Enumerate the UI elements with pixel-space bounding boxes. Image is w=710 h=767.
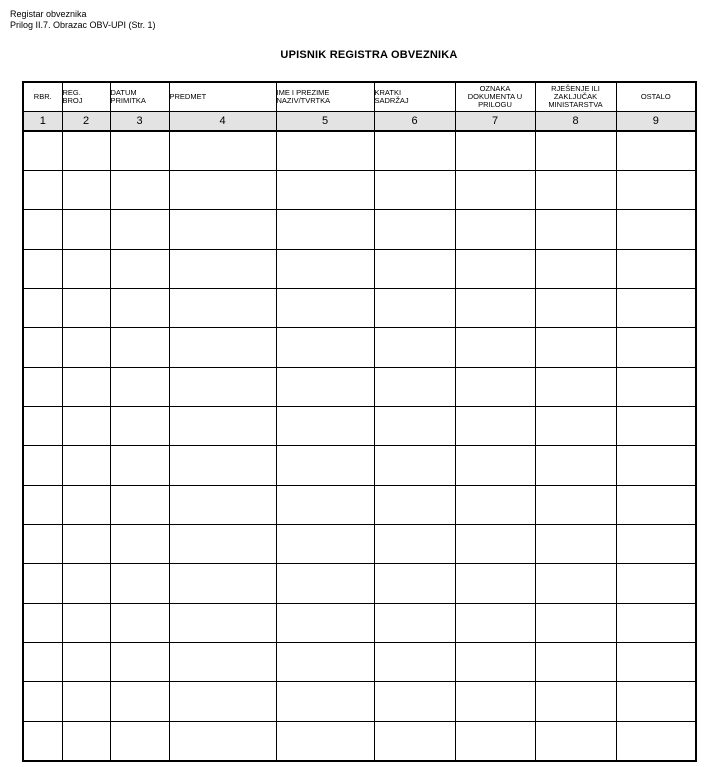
table-cell[interactable] [535,485,616,524]
table-cell[interactable] [374,328,455,367]
table-cell[interactable] [169,367,276,406]
column-number: 4 [169,111,276,130]
table-cell[interactable] [169,406,276,445]
table-cell[interactable] [110,682,169,721]
table-cell[interactable] [110,367,169,406]
column-number: 1 [23,111,62,130]
table-cell[interactable] [535,524,616,563]
table-cell[interactable] [23,446,62,485]
table-cell[interactable] [616,249,696,288]
table-cell[interactable] [23,328,62,367]
table-cell[interactable] [455,249,535,288]
table-cell[interactable] [62,446,110,485]
table-cell[interactable] [535,210,616,249]
table-cell[interactable] [62,721,110,761]
table-row [23,210,696,249]
table-cell[interactable] [374,210,455,249]
table-cell[interactable] [374,446,455,485]
table-cell[interactable] [616,170,696,209]
table-row [23,603,696,642]
table-cell[interactable] [23,210,62,249]
column-number: 9 [616,111,696,130]
table-row [23,288,696,327]
table-cell[interactable] [374,367,455,406]
table-row [23,682,696,721]
register-table [22,81,697,762]
header-register-name: Registar obveznika [10,9,87,19]
table-cell[interactable] [535,682,616,721]
table-cell[interactable] [276,131,374,171]
table-cell[interactable] [276,721,374,761]
table-cell[interactable] [23,485,62,524]
table-cell[interactable] [276,682,374,721]
table-row [23,249,696,288]
table-cell[interactable] [535,603,616,642]
table-cell[interactable] [62,367,110,406]
table-cell[interactable] [23,170,62,209]
column-number-row [23,111,696,130]
table-cell[interactable] [62,210,110,249]
table-cell[interactable] [110,564,169,603]
table-cell[interactable] [616,367,696,406]
table-cell[interactable] [616,131,696,171]
table-cell[interactable] [455,131,535,171]
table-cell[interactable] [535,721,616,761]
table-cell[interactable] [110,721,169,761]
table-cell[interactable] [535,446,616,485]
table-cell[interactable] [62,249,110,288]
table-cell[interactable] [374,131,455,171]
table-cell[interactable] [110,406,169,445]
table-row [23,564,696,603]
column-number: 8 [535,111,616,130]
table-cell[interactable] [169,131,276,171]
table-cell[interactable] [62,524,110,563]
table-cell[interactable] [62,406,110,445]
table-cell[interactable] [23,288,62,327]
table-cell[interactable] [23,367,62,406]
table-cell[interactable] [23,524,62,563]
table-cell[interactable] [455,446,535,485]
table-cell[interactable] [110,170,169,209]
table-cell[interactable] [110,524,169,563]
table-cell[interactable] [535,249,616,288]
table-row [23,642,696,681]
table-cell[interactable] [455,721,535,761]
table-cell[interactable] [455,328,535,367]
table-cell[interactable] [455,367,535,406]
table-cell[interactable] [23,249,62,288]
table-cell[interactable] [169,642,276,681]
table-cell[interactable] [455,642,535,681]
table-cell[interactable] [23,131,62,171]
table-cell[interactable] [169,249,276,288]
table-cell[interactable] [23,564,62,603]
table-cell[interactable] [455,524,535,563]
table-cell[interactable] [62,564,110,603]
table-cell[interactable] [616,485,696,524]
table-row [23,721,696,761]
column-header-ostalo: OSTALO [616,82,696,111]
table-cell[interactable] [616,446,696,485]
table-cell[interactable] [535,367,616,406]
table-cell[interactable] [276,288,374,327]
table-cell[interactable] [616,642,696,681]
column-header-ime-prezime: IME I PREZIME NAZIV/TVRTKA [276,82,374,111]
table-cell[interactable] [276,603,374,642]
table-cell[interactable] [169,721,276,761]
table-row [23,328,696,367]
column-header-rjesenje: RJEŠENJE ILI ZAKLJUČAK MINISTARSTVA [535,82,616,111]
table-cell[interactable] [455,603,535,642]
table-cell[interactable] [616,721,696,761]
column-number: 2 [62,111,110,130]
table-cell[interactable] [169,564,276,603]
table-cell[interactable] [169,288,276,327]
table-cell[interactable] [276,328,374,367]
table-cell[interactable] [535,131,616,171]
table-cell[interactable] [110,328,169,367]
table-cell[interactable] [62,131,110,171]
table-cell[interactable] [276,367,374,406]
table-cell[interactable] [616,288,696,327]
table-cell[interactable] [169,328,276,367]
column-header-reg-broj: REG. BROJ [62,82,110,111]
column-header-oznaka-dokumenta: OZNAKA DOKUMENTA U PRILOGU [455,82,535,111]
table-cell[interactable] [110,131,169,171]
table-cell[interactable] [535,170,616,209]
table-cell[interactable] [616,524,696,563]
table-cell[interactable] [276,406,374,445]
table-cell[interactable] [455,210,535,249]
page-title: UPISNIK REGISTRA OBVEZNIKA [280,49,458,61]
table-cell[interactable] [110,642,169,681]
table-cell[interactable] [169,210,276,249]
table-cell[interactable] [374,642,455,681]
table-cell[interactable] [455,288,535,327]
table-cell[interactable] [276,642,374,681]
table-cell[interactable] [23,603,62,642]
table-cell[interactable] [616,406,696,445]
table-cell[interactable] [110,603,169,642]
column-number: 3 [110,111,169,130]
column-header-datum-primitka: DATUM PRIMITKA [110,82,169,111]
table-cell[interactable] [535,642,616,681]
table-cell[interactable] [374,485,455,524]
column-header-predmet: PREDMET [169,82,276,111]
column-header-rbr: RBR. [23,82,62,111]
table-cell[interactable] [374,603,455,642]
column-number: 7 [455,111,535,130]
table-cell[interactable] [616,210,696,249]
table-cell[interactable] [23,682,62,721]
table-cell[interactable] [169,603,276,642]
table-cell[interactable] [374,249,455,288]
table-cell[interactable] [455,682,535,721]
table-cell[interactable] [169,524,276,563]
table-cell[interactable] [110,249,169,288]
table-cell[interactable] [374,721,455,761]
table-cell[interactable] [62,682,110,721]
table-body [23,131,696,761]
table-cell[interactable] [62,170,110,209]
table-cell[interactable] [374,682,455,721]
table-row [23,406,696,445]
table-cell[interactable] [23,721,62,761]
table-cell[interactable] [62,328,110,367]
table-cell[interactable] [276,564,374,603]
table-row [23,131,696,171]
table-cell[interactable] [374,564,455,603]
table-cell[interactable] [62,603,110,642]
table-cell[interactable] [455,485,535,524]
table-cell[interactable] [276,170,374,209]
table-cell[interactable] [110,288,169,327]
table-cell[interactable] [616,603,696,642]
table-cell[interactable] [110,485,169,524]
column-number: 6 [374,111,455,130]
table-cell[interactable] [374,406,455,445]
table-cell[interactable] [169,682,276,721]
table-row [23,367,696,406]
table-cell[interactable] [455,170,535,209]
table-cell[interactable] [62,288,110,327]
table-cell[interactable] [276,446,374,485]
table-cell[interactable] [616,328,696,367]
table-cell[interactable] [616,564,696,603]
table-cell[interactable] [455,406,535,445]
table-cell[interactable] [23,642,62,681]
table-cell[interactable] [62,642,110,681]
table-cell[interactable] [276,524,374,563]
table-row [23,524,696,563]
header-form-reference: Prilog II.7. Obrazac OBV-UPI (Str. 1) [10,20,156,30]
table-cell[interactable] [535,288,616,327]
table-cell[interactable] [169,170,276,209]
table-cell[interactable] [374,170,455,209]
table-cell[interactable] [616,682,696,721]
table-cell[interactable] [535,406,616,445]
table-header-row [23,82,696,111]
table-cell[interactable] [276,485,374,524]
table-cell[interactable] [535,564,616,603]
column-header-kratki-sadrzaj: KRATKI SADRŽAJ [374,82,455,111]
column-number: 5 [276,111,374,130]
table-cell[interactable] [23,406,62,445]
table-row [23,446,696,485]
table-cell[interactable] [535,328,616,367]
table-row [23,170,696,209]
table-row [23,485,696,524]
table-cell[interactable] [169,446,276,485]
table-cell[interactable] [169,485,276,524]
table-cell[interactable] [62,485,110,524]
table-cell[interactable] [455,564,535,603]
table-cell[interactable] [276,210,374,249]
table-cell[interactable] [374,288,455,327]
table-cell[interactable] [110,446,169,485]
table-cell[interactable] [276,249,374,288]
document-header [10,9,156,31]
table-cell[interactable] [374,524,455,563]
table-cell[interactable] [110,210,169,249]
